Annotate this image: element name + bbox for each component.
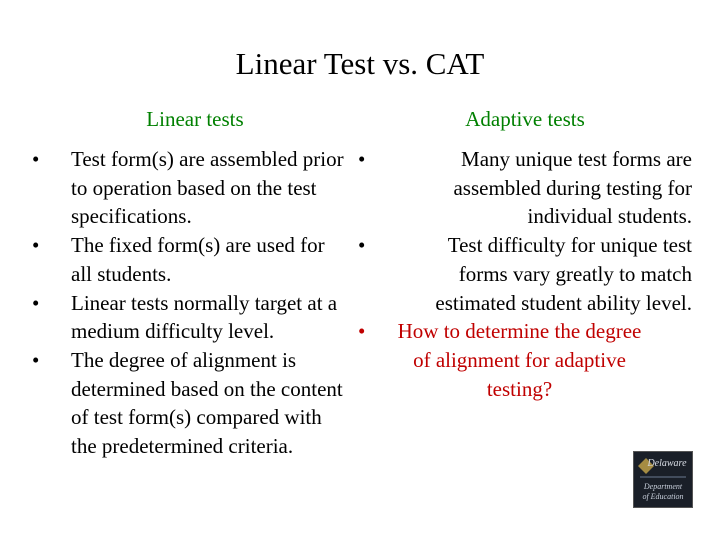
bullet-icon: •	[32, 347, 40, 372]
svg-text:Delaware: Delaware	[647, 458, 687, 469]
svg-text:Department: Department	[643, 482, 683, 491]
bullet-text: The fixed form(s) are used for all students.	[71, 233, 325, 286]
bullet-icon: •	[358, 147, 366, 171]
bullet-icon: •	[32, 147, 40, 171]
list-item	[30, 231, 350, 288]
question-text: How to determine the degree of alignment for adaptive testing?	[397, 319, 642, 401]
adaptive-tests-heading: Adaptive tests	[465, 107, 585, 131]
bullet-text: The degree of alignment is determined based on the content of test form(s) compared with the predetermined criteria.	[71, 347, 343, 459]
bullet-icon: •	[358, 233, 366, 258]
adaptive-tests-list	[356, 145, 692, 403]
list-item	[356, 145, 692, 231]
bullet-text: Test form(s) are assembled prior to operation based on the test specifications.	[71, 147, 344, 229]
svg-text:of Education: of Education	[642, 492, 684, 501]
bullet-icon: •	[358, 319, 366, 344]
bullet-text: Test difficulty for unique test forms vary greatly to match estimated student ability level.	[435, 233, 692, 315]
list-item	[30, 346, 350, 461]
slide-title: Linear Test vs. CAT	[235, 46, 485, 81]
bullet-text: Many unique test forms are assembled during testing for individual students.	[453, 147, 692, 229]
delaware-department-of-education-logo-icon	[633, 451, 693, 508]
list-item	[30, 289, 350, 346]
question-item	[356, 317, 692, 403]
bullet-text: Linear tests normally target at a medium difficulty level.	[71, 290, 338, 344]
linear-tests-list	[30, 145, 350, 461]
bullet-icon: •	[32, 290, 40, 315]
list-item	[356, 231, 692, 317]
linear-tests-heading: Linear tests	[146, 107, 244, 131]
list-item	[30, 145, 350, 231]
bullet-icon: •	[32, 233, 40, 258]
